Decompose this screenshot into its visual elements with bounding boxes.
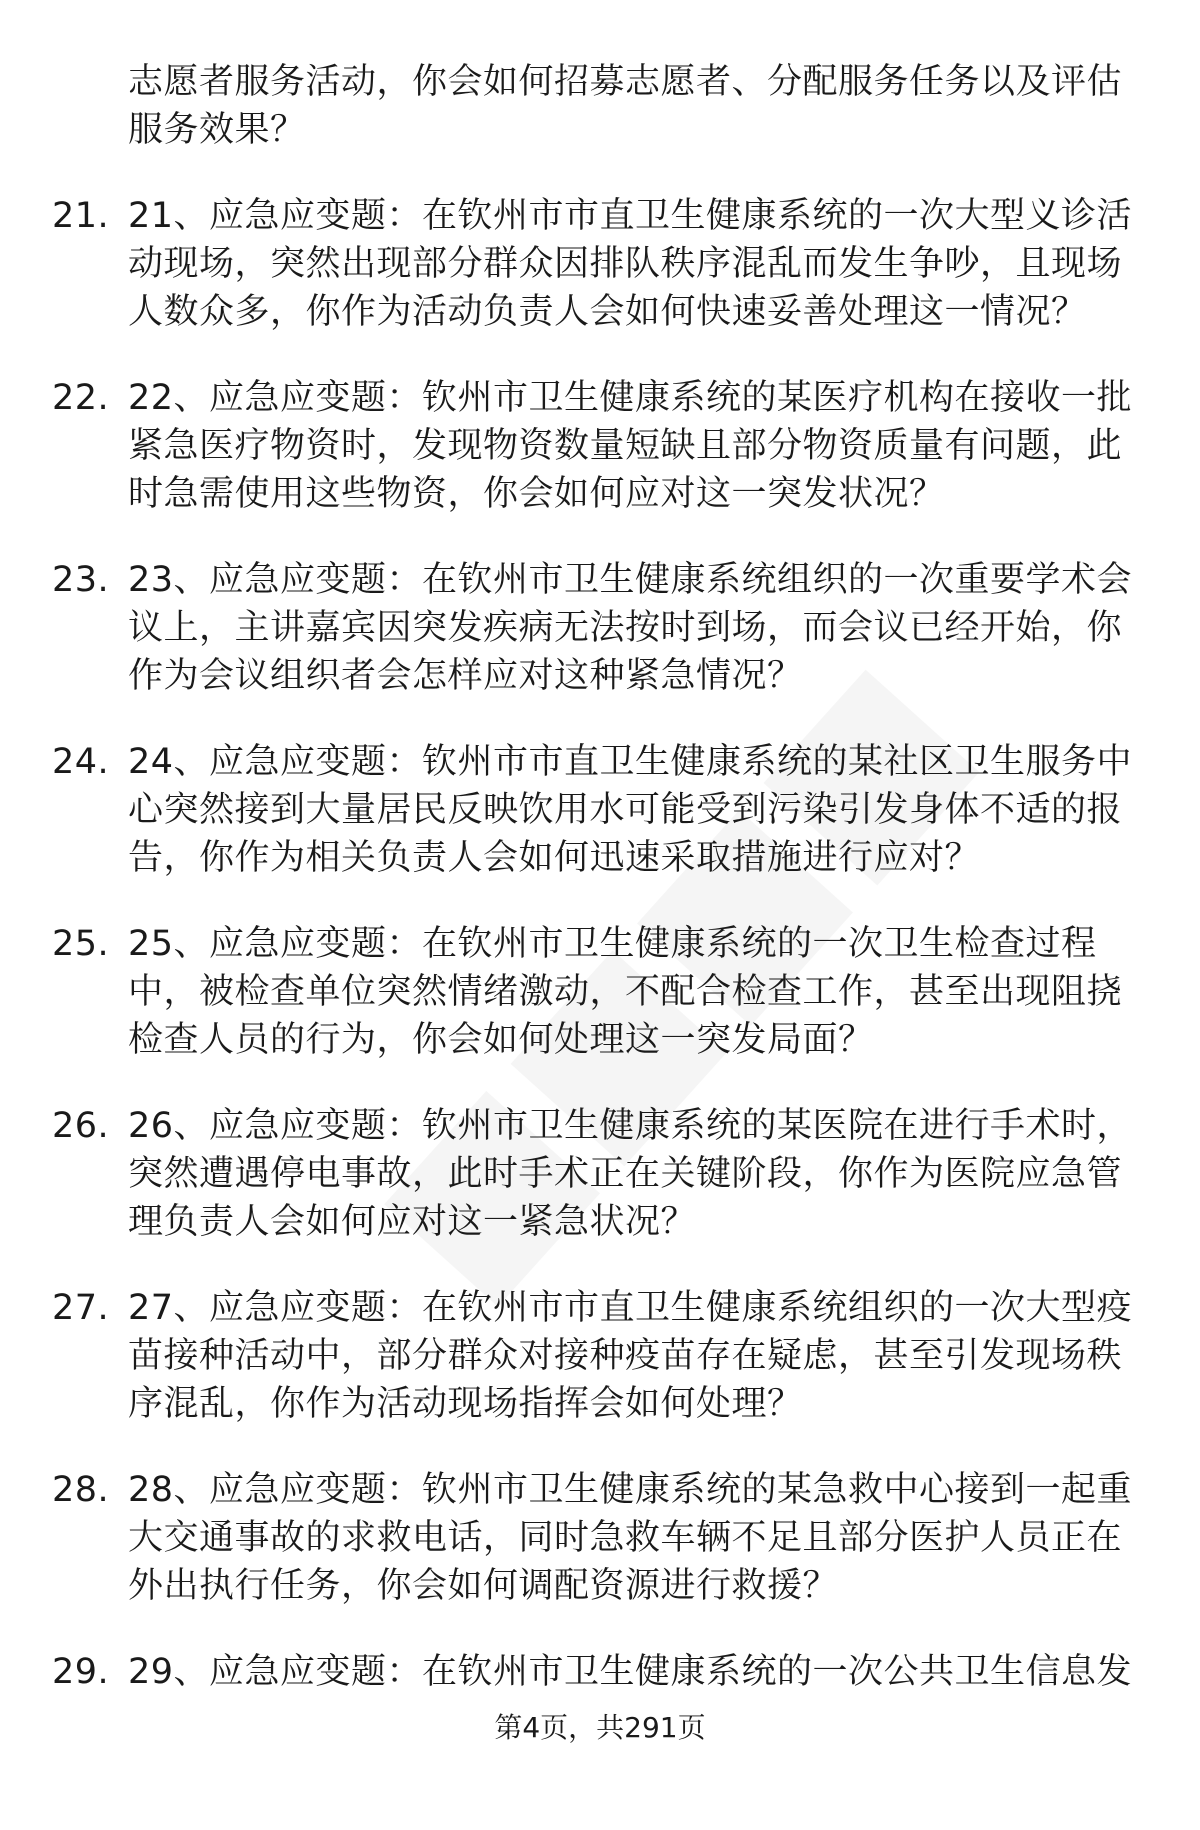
item-number: 22. [52, 378, 110, 418]
item-text: 23、应急应变题：在钦州市卫生健康系统组织的一次重要学术会议上，主讲嘉宾因突发疾病无法按时到场，而会议已经开始，你作为会议组织者会怎样应对这种紧急情况？ [128, 560, 1133, 696]
item-text: 22、应急应变题：钦州市卫生健康系统的某医疗机构在接收一批紧急医疗物资时，发现物资数量短缺且部分物资质量有问题，此时急需使用这些物资，你会如何应对这一突发状况？ [128, 378, 1133, 514]
list-item [0, 556, 1200, 738]
item-number: 26. [52, 1106, 110, 1146]
page-footer: 第4页，共291页 [494, 1711, 706, 1744]
list-item [0, 738, 1200, 920]
item-text: 21、应急应变题：在钦州市市直卫生健康系统的一次大型义诊活动现场，突然出现部分群众因排队秩序混乱而发生争吵，且现场人数众多，你作为活动负责人会如何快速妥善处理这一情况？ [128, 196, 1133, 332]
item-text: 28、应急应变题：钦州市卫生健康系统的某急救中心接到一起重大交通事故的求救电话，同时急救车辆不足且部分医护人员正在外出执行任务，你会如何调配资源进行救援？ [128, 1470, 1133, 1606]
list-item [0, 192, 1200, 374]
item-text: 26、应急应变题：钦州市卫生健康系统的某医院在进行手术时，突然遭遇停电事故，此时手术正在关键阶段，你作为医院应急管理负责人会如何应对这一紧急状况？ [128, 1106, 1133, 1242]
item-text: 25、应急应变题：在钦州市卫生健康系统的一次卫生检查过程中，被检查单位突然情绪激动，不配合检查工作，甚至出现阻挠检查人员的行为，你会如何处理这一突发局面？ [128, 924, 1123, 1060]
item-number: 23. [52, 560, 110, 600]
list-item [0, 1466, 1200, 1648]
list-item [0, 374, 1200, 556]
list-item [0, 920, 1200, 1102]
item-number: 21. [52, 196, 110, 236]
list-item [0, 1102, 1200, 1284]
continuation-paragraph: 志愿者服务活动，你会如何招募志愿者、分配服务任务以及评估服务效果？ [128, 62, 1123, 150]
item-text: 24、应急应变题：钦州市市直卫生健康系统的某社区卫生服务中心突然接到大量居民反映饮用水可能受到污染引发身体不适的报告，你作为相关负责人会如何迅速采取措施进行应对？ [128, 742, 1133, 878]
item-number: 28. [52, 1470, 110, 1510]
question-list [0, 192, 1200, 1830]
item-number: 29. [52, 1652, 110, 1692]
list-item [0, 1284, 1200, 1466]
item-number: 25. [52, 924, 110, 964]
item-number: 27. [52, 1288, 110, 1328]
item-text: 27、应急应变题：在钦州市市直卫生健康系统组织的一次大型疫苗接种活动中，部分群众对接种疫苗存在疑虑，甚至引发现场秩序混乱，你作为活动现场指挥会如何处理？ [128, 1288, 1133, 1424]
item-text: 29、应急应变题：在钦州市卫生健康系统的一次公共卫生信息发 [128, 1652, 1133, 1692]
item-number: 24. [52, 742, 110, 782]
